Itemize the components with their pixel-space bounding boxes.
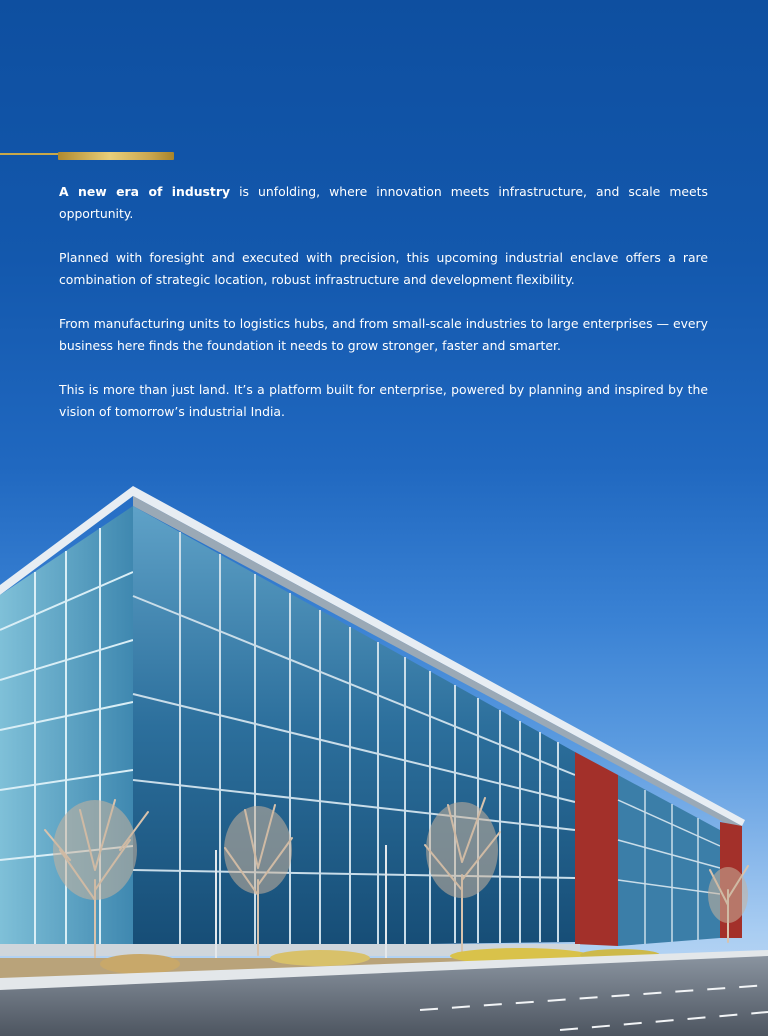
building-main-facade bbox=[133, 506, 575, 948]
intro-lead: A new era of industry bbox=[59, 184, 231, 199]
paragraph-planning: Planned with foresight and executed with precision, this upcoming industrial enclave offers a rare combination of strategic location, robust infrastructure and development flexibility. bbox=[59, 250, 708, 287]
brick-column bbox=[575, 752, 618, 946]
paragraph-business: From manufacturing units to logistics hubs, and from small-scale industries to large enterprises — every business here finds the foundation it needs to grow stronger, faster and smarter. bbox=[59, 316, 708, 353]
intro-copy bbox=[59, 181, 708, 445]
gold-accent-rule bbox=[0, 152, 174, 160]
paragraph-vision: This is more than just land. It’s a platform built for enterprise, powered by planning and inspired by the vision of tomorrow’s industrial India. bbox=[59, 382, 708, 419]
intro-paragraph bbox=[59, 181, 708, 225]
intro-rest: is unfolding, where innovation meets infrastructure, and scale meets opportunity. bbox=[59, 184, 708, 221]
office-building-image bbox=[0, 470, 768, 1036]
